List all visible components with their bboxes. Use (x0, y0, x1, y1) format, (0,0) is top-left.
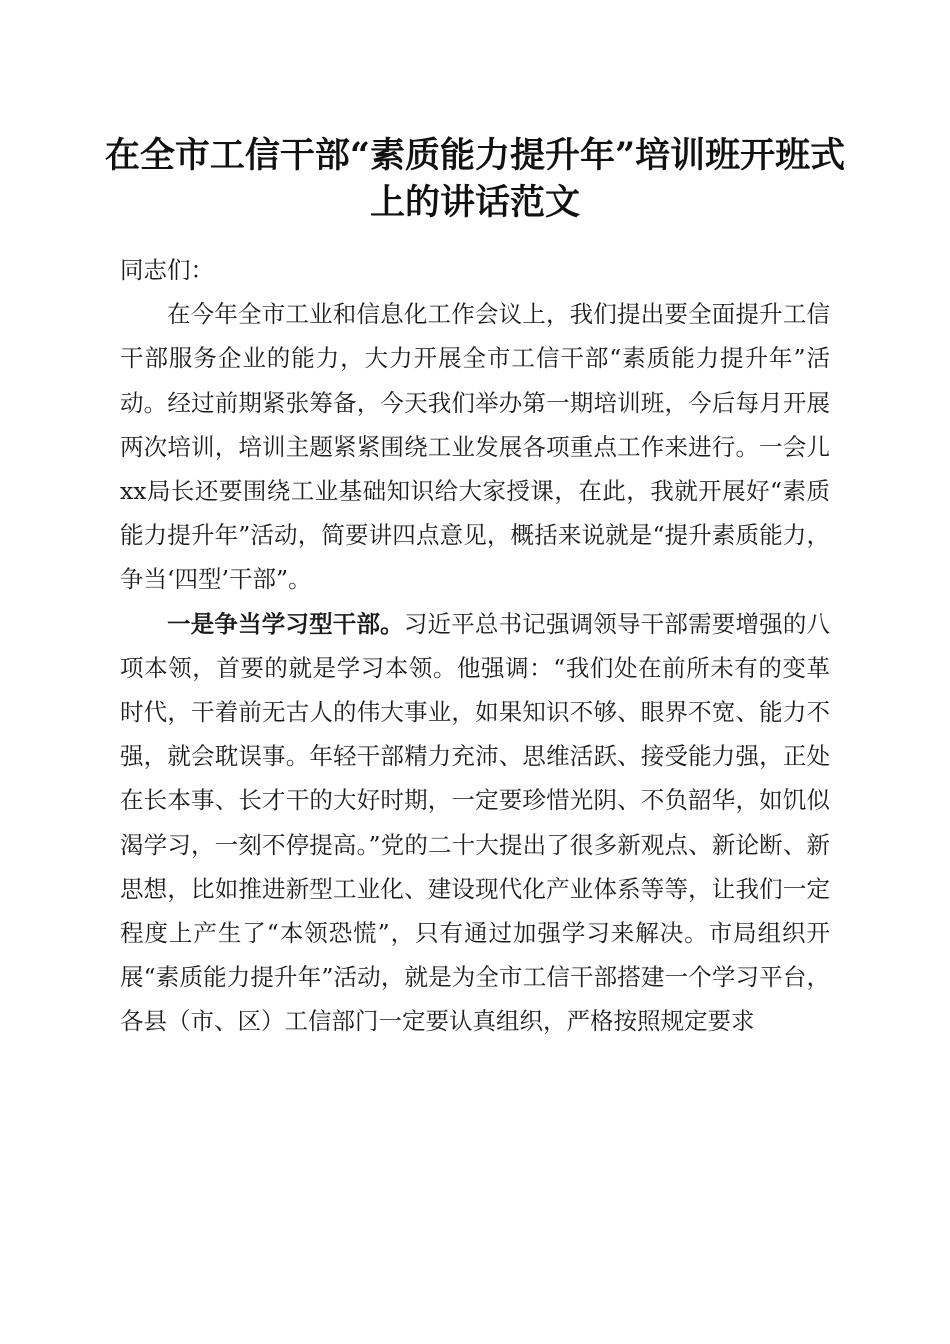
document-body (120, 248, 830, 1044)
paragraph-lead-heading: 一是争当学习型干部。 (167, 609, 404, 638)
document-title: 在全市工信干部“素质能力提升年”培训班开班式上的讲话范文 (104, 135, 846, 223)
paragraph-text: 在今年全市工业和信息化工作会议上，我们提出要全面提升工信干部服务企业的能力，大力开展全市工信干部“素质能力提升年”活动。经过前期紧张筹备，今天我们举办第一期培训班，今后每月开展两次培训，培训主题紧紧围绕工业发展各项重点工作来进行。一会儿xx局长还要围绕工业基础知识给大家授课，在此，我就开展好“素质能力提升年”活动，简要讲四点意见，概括来说就是“提升素质能力，争当‘四型’干部”。 (120, 300, 830, 594)
salutation: 同志们： (120, 256, 214, 284)
paragraph-text: 习近平总书记强调领导干部需要增强的八项本领，首要的就是学习本领。他强调：“我们处在前所未有的变革时代，干着前无古人的伟大事业，如果知识不够、眼界不宽、能力不强，就会耽误事。年轻干部精力充沛、思维活跃、接受能力强，正处在长本事、长才干的大好时期，一定要珍惜光阴、不负韶华，如饥似渴学习，一刻不停提高。”党的二十大提出了很多新观点、新论断、新思想，比如推进新型工业化、建设现代化产业体系等等，让我们一定程度上产生了“本领恐慌”，只有通过加强学习来解决。市局组织开展“素质能力提升年”活动，就是为全市工信干部搭建一个学习平台，各县（市、区）工信部门一定要认真组织，严格按照规定要求 (120, 609, 831, 1036)
paragraph-point-one (120, 602, 830, 1044)
paragraph-intro (120, 292, 830, 601)
